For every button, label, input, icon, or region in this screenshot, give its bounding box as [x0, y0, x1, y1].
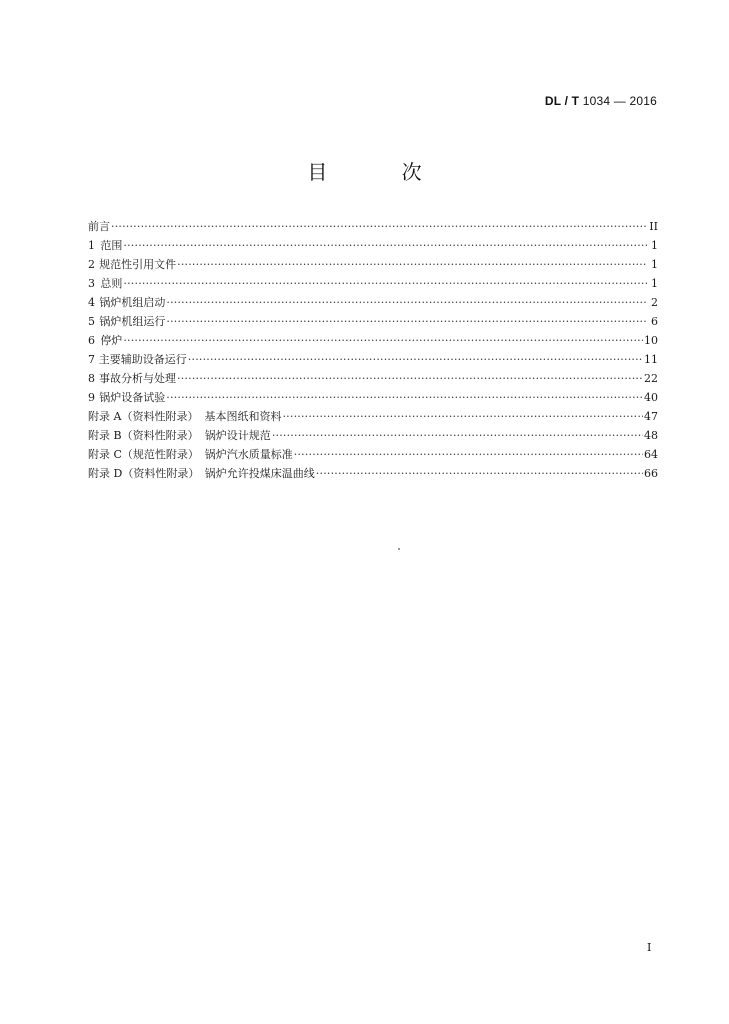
toc-entry-page: 22 [644, 372, 658, 385]
toc-entry-subtitle: 基本图纸和资料 [204, 410, 282, 423]
page-number: I [647, 941, 652, 954]
toc-entry-label: 附录 C（规范性附录） [88, 448, 199, 461]
toc-entry-page: 2 [651, 296, 658, 309]
toc-entry-label: 规范性引用文件 [99, 258, 177, 271]
toc-leader-dots [123, 274, 647, 293]
toc-entry-page: 66 [644, 467, 658, 480]
toc-leader-dots [166, 293, 647, 312]
toc-entry-number: 6 [88, 334, 95, 347]
toc-entry[interactable] [88, 407, 658, 426]
toc-entry-number: 5 [88, 315, 95, 328]
toc-entry-page: 10 [644, 334, 658, 347]
toc-entry[interactable] [88, 369, 658, 388]
toc-leader-dots [123, 331, 643, 350]
toc-leader-dots [166, 388, 643, 407]
toc-leader-dots [272, 426, 643, 445]
standard-prefix: DL / T [544, 94, 580, 108]
toc-entry-label: 附录 D（资料性附录） [88, 467, 200, 480]
toc-entry-page: 48 [644, 429, 658, 442]
toc-entry-label: 锅炉机组启动 [99, 296, 166, 309]
toc-entry-page: 40 [644, 391, 658, 404]
toc-entry-label: 锅炉设备试验 [99, 391, 166, 404]
toc-entry[interactable] [88, 217, 658, 236]
toc-entry[interactable] [88, 331, 658, 350]
toc-leader-dots [177, 369, 643, 388]
toc-entry-page: 1 [651, 258, 658, 271]
toc-entry-number: 9 [88, 391, 95, 404]
table-of-contents [88, 217, 658, 483]
toc-entry-label: 主要辅助设备运行 [98, 353, 187, 366]
toc-entry-label: 锅炉机组运行 [99, 315, 166, 328]
toc-entry-number: 1 [88, 239, 95, 252]
toc-entry-number: 8 [88, 372, 95, 385]
toc-entry[interactable] [88, 312, 658, 331]
toc-entry-page: 6 [651, 315, 658, 328]
standard-code [545, 94, 657, 108]
toc-entry-page: 11 [644, 353, 658, 366]
toc-entry-label: 附录 A（资料性附录） [88, 410, 199, 423]
toc-leader-dots [111, 217, 647, 236]
standard-number: 1034 — 2016 [582, 94, 657, 108]
toc-entry[interactable] [88, 274, 658, 293]
toc-entry-page: 1 [651, 239, 658, 252]
toc-entry-subtitle: 锅炉汽水质量标准 [204, 448, 293, 461]
toc-entry-number: 4 [88, 296, 95, 309]
toc-leader-dots [282, 407, 643, 426]
toc-entry-number: 3 [88, 277, 95, 290]
toc-leader-dots [188, 350, 643, 369]
toc-leader-dots [166, 312, 647, 331]
toc-entry[interactable] [88, 255, 658, 274]
toc-entry-label: 范围 [100, 239, 123, 252]
toc-entry-label: 前言 [88, 220, 110, 233]
toc-leader-dots [316, 464, 643, 483]
toc-entry[interactable] [88, 388, 658, 407]
toc-leader-dots [294, 445, 643, 464]
toc-entry-number: 7 [88, 353, 95, 366]
toc-entry[interactable] [88, 426, 658, 445]
toc-entry[interactable] [88, 464, 658, 483]
stray-mark [398, 548, 400, 550]
toc-entry-label: 总则 [100, 277, 123, 290]
toc-entry-page: II [649, 220, 658, 233]
toc-entry-label: 事故分析与处理 [99, 372, 177, 385]
toc-entry-page: 64 [644, 448, 658, 461]
toc-entry-subtitle: 锅炉允许投煤床温曲线 [204, 467, 315, 480]
toc-entry-label: 停炉 [100, 334, 123, 347]
toc-entry-page: 1 [651, 277, 658, 290]
toc-entry-page: 47 [644, 410, 658, 423]
toc-leader-dots [177, 255, 647, 274]
toc-leader-dots [123, 236, 647, 255]
toc-entry-subtitle: 锅炉设计规范 [204, 429, 271, 442]
toc-entry[interactable] [88, 445, 658, 464]
toc-entry-label: 附录 B（资料性附录） [88, 429, 199, 442]
toc-entry[interactable] [88, 236, 658, 255]
toc-entry-number: 2 [88, 258, 95, 271]
toc-entry[interactable] [88, 350, 658, 369]
page-title: 目 次 [307, 160, 456, 184]
toc-entry[interactable] [88, 293, 658, 312]
